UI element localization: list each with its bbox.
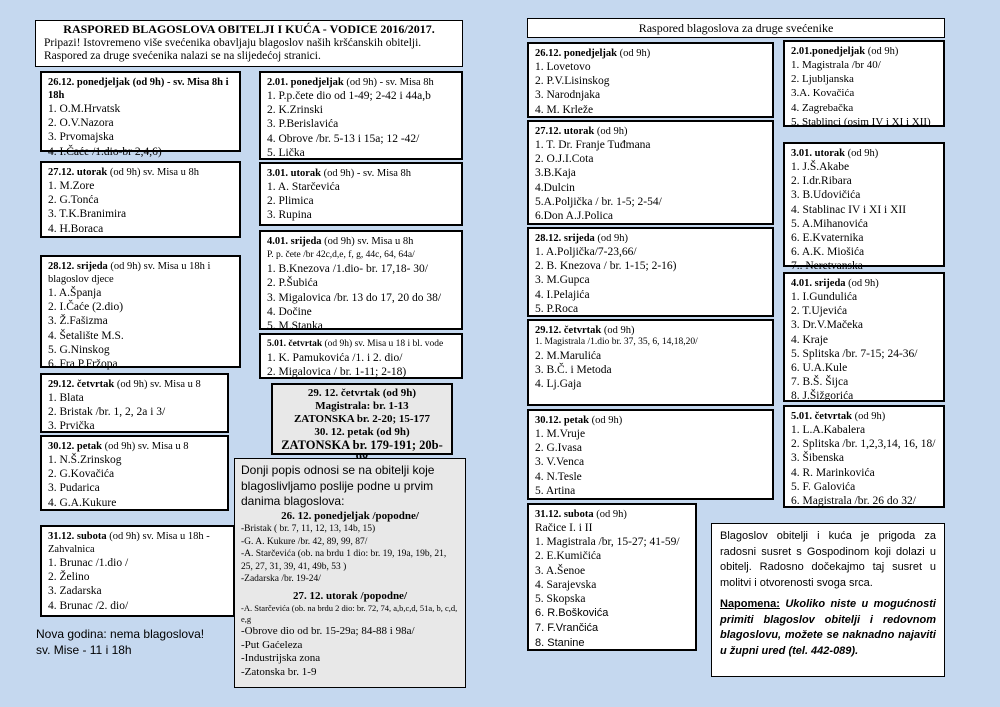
blessing-note-warning xyxy=(720,597,936,659)
street-item: 2. O.V.Nazora xyxy=(48,117,114,130)
day-heading-detail: (od 9h) xyxy=(601,325,635,336)
day-heading: 4.01. srijeda xyxy=(267,236,322,247)
day-box-27-12 xyxy=(40,161,241,238)
street-item: 1. B.Knezova /1.dio- br. 17,18- 30/ xyxy=(267,263,428,276)
street-item: 1. Brunac /1.dio / xyxy=(48,557,129,569)
street-item: 4. Stablinac IV i XI i XII xyxy=(791,203,907,216)
day-heading-detail: (od 9h) - sv. Misa 8h xyxy=(343,77,434,88)
street-item: 1. T. Dr. Franje Tuđmana xyxy=(535,139,651,151)
street-subheading: Račice I. i II xyxy=(535,522,593,534)
day-box-26-12 xyxy=(40,71,241,158)
day-box-2-01-b xyxy=(783,40,945,127)
street-subheading: P. p. čete /br 42c,d,e, f, g, 44c, 64, 64a/ xyxy=(267,250,415,260)
extra-line: 29. 12. četvrtak (od 9h) xyxy=(307,387,417,399)
street-item: -Industrijska zona xyxy=(241,652,321,665)
street-item: 2. G.Tonća xyxy=(48,194,99,207)
afternoon-intro: Donji popis odnosi se na obitelji koje blagoslivljamo poslije podne u prvim danima blagoslova: xyxy=(241,463,435,508)
street-item: 3. B.Č. i Metoda xyxy=(535,363,612,376)
street-item: 5. A.Mihanovića xyxy=(791,217,868,230)
day-heading: 3.01. utorak xyxy=(267,168,321,179)
street-item: 1. I.Gundulića xyxy=(791,291,858,303)
street-item: 2. T.Ujevića xyxy=(791,305,848,318)
street-item: 5. M.Stanka xyxy=(267,320,323,333)
blessing-note-text: Blagoslov obitelji i kuća je prigoda za radosni susret s Gospodinom koji dolazi u obitelj. Radosno dočekajmo taj susret u molitvi i otvorenosti svoga srca. xyxy=(720,530,936,589)
afternoon-heading-1: 26. 12. ponedjeljak /popodne/ xyxy=(281,509,419,522)
street-item: 5.A.Poljička / br. 1-5; 2-54/ xyxy=(535,195,662,208)
day-heading: 26.12. ponedjeljak (od 9h) - sv. Misa 8h i 18h xyxy=(48,77,229,101)
street-item: 8. J.Šižgorića xyxy=(791,390,854,403)
day-box-31-12-b xyxy=(527,503,697,651)
day-heading-detail: (od 9h) xyxy=(851,411,886,422)
street-item: 1. M.Zore xyxy=(48,180,95,192)
blessing-note-box xyxy=(711,523,945,677)
day-heading: 29.12. četvrtak xyxy=(535,325,602,336)
schedule-header xyxy=(35,20,463,67)
street-item: 5. Lička xyxy=(267,146,305,159)
right-page-title: Raspored blagoslova za druge svećenike xyxy=(527,18,945,38)
street-item: 2. O.J.I.Cota xyxy=(535,153,594,166)
street-item: 3. M.Gupca xyxy=(535,274,590,287)
extra-line: ZATONSKA br. 179-191; 20b- xyxy=(281,438,443,452)
street-item: 1. M.Vruje xyxy=(535,428,586,440)
street-item: 2. P.Šubića xyxy=(267,277,318,290)
day-heading: 31.12. subota xyxy=(48,531,107,542)
day-box-29-12 xyxy=(40,373,229,433)
street-item: 1. Lovetovo xyxy=(535,61,591,73)
afternoon-subheading: -A. Starčevića (ob. na brdu 2 dio: br. 72, 74, a,b,c,d, 51a, b, c,d, e,g xyxy=(241,603,458,625)
street-item: 6.Don A.J.Polica xyxy=(535,210,613,223)
day-heading-detail: (od 9h) xyxy=(845,278,879,289)
street-item: 4.Dulcin xyxy=(535,181,575,194)
day-box-28-12-b xyxy=(527,227,774,317)
street-item: 2. G.Ivasa xyxy=(535,442,582,455)
street-item: -Zadarska /br. 19-24/ xyxy=(241,574,321,585)
street-item: 4. Sarajevska xyxy=(535,578,597,591)
day-box-4-01 xyxy=(259,230,463,333)
day-heading: 28.12. srijeda xyxy=(48,261,108,272)
day-heading-detail: (od 9h) sv. Misa u 18h i blagoslov djece xyxy=(48,261,211,285)
afternoon-heading-2: 27. 12. utorak /popodne/ xyxy=(293,589,407,602)
street-item: 4. Zagrebačka xyxy=(791,101,854,114)
street-item: 2. Migalovica / br. 1-11; 2-18) xyxy=(267,366,407,379)
street-item: 2. G.Kovačića xyxy=(48,468,115,481)
street-item: 6. A.K. Miošića xyxy=(791,246,865,259)
street-item: 3. V.Venca xyxy=(535,456,585,469)
street-item: 1. Blata xyxy=(48,392,84,404)
street-item: 4. Lj.Gaja xyxy=(535,377,582,390)
street-item: 6. E.Kvaternika xyxy=(791,232,864,245)
street-item: 1. A.Španja xyxy=(48,287,102,299)
day-box-2-01 xyxy=(259,71,463,160)
day-heading: 26.12. ponedjeljak xyxy=(535,48,617,59)
day-heading: 28.12. srijeda xyxy=(535,233,595,244)
street-item: -Put Gaćeleza xyxy=(241,638,303,651)
new-year-line-1: Nova godina: nema blagoslova! xyxy=(36,627,205,641)
street-item: 3.B.Kaja xyxy=(535,167,576,180)
day-heading-detail: (od 9h) sv. Misa u 18h - Zahvalnica xyxy=(48,531,210,555)
day-box-3-01-b xyxy=(783,142,945,273)
street-item: 7. F.Vrančića xyxy=(535,622,599,635)
street-item: 2. B. Knezova / br. 1-15; 2-16) xyxy=(535,260,677,273)
street-item: 3. Rupina xyxy=(267,209,312,222)
street-item: 3. Šibenska xyxy=(791,452,845,465)
day-heading-detail: (od 9h) xyxy=(844,148,879,159)
street-item: 5. P.Roca xyxy=(535,302,579,315)
day-heading: 2.01. ponedjeljak xyxy=(267,77,344,88)
street-item: -Obrove dio od br. 15-29a; 84-88 i 98a/ xyxy=(241,625,415,638)
day-heading-detail: (od 9h) xyxy=(594,126,628,137)
day-heading-detail: (od 9h) - sv. Misa 8h xyxy=(320,168,411,179)
note-warning-text: Ukoliko niste u mogućnosti primiti blagoslov obitelji i redovnom blagoslovu, možete se naknadno najaviti u župni ured (tel. 442-089). xyxy=(720,598,936,657)
street-item: 4. M. Krleže xyxy=(535,103,594,116)
street-item: 2. Želino xyxy=(48,571,90,584)
street-item: 6. Fra P.Fržopa xyxy=(48,358,118,371)
street-item: 4. Kraje xyxy=(791,333,829,346)
day-box-4-01-b xyxy=(783,272,945,402)
street-item: 3. B.Udovičića xyxy=(791,189,861,202)
street-item: 1. P.p.čete dio od 1-49; 2-42 i 44a,b xyxy=(267,90,431,102)
street-item: 2. I.dr.Ribara xyxy=(791,175,852,188)
day-box-28-12 xyxy=(40,255,241,371)
header-line-2: Raspored za druge svećenika nalazi se na slijedećoj stranici. xyxy=(44,50,321,62)
street-item: 4. Brunac /2. dio/ xyxy=(48,599,129,612)
street-item: 2. Bristak /br. 1, 2, 2a i 3/ xyxy=(48,406,166,419)
day-box-5-01 xyxy=(259,333,463,379)
extra-line: ZATONSKA br. 2-20; 15-177 xyxy=(293,413,431,425)
street-item: 7. B.Š. Šijca xyxy=(791,376,849,389)
street-item: 4. I.Čaće /1.dio-br 2,4,6) xyxy=(48,145,162,158)
street-item: 5. Skopska xyxy=(535,593,586,606)
street-item: 2. Splitska /br. 1,2,3,14, 16, 18/ xyxy=(791,438,936,451)
day-heading-detail: (od 9h) xyxy=(594,233,629,244)
street-item: 1. J.Š.Akabe xyxy=(791,161,850,173)
street-item: 4. N.Tesle xyxy=(535,470,582,483)
day-heading: 27.12. utorak xyxy=(535,126,595,137)
street-item: 3. P.Berislavića xyxy=(267,118,339,131)
street-item: 4. I.Pelajića xyxy=(535,288,590,301)
day-heading-detail: (od 9h) sv. Misa u 8 xyxy=(114,379,201,390)
street-item: 6. U.A.Kule xyxy=(791,362,848,375)
street-item: 3. Pudarica xyxy=(48,482,100,495)
street-item: 4. H.Boraca xyxy=(48,222,104,235)
extra-line: 30. 12. petak (od 9h) xyxy=(314,426,410,438)
street-item: 6. R.Boškovića xyxy=(535,607,609,620)
day-box-3-01 xyxy=(259,162,463,226)
day-heading-detail: (od 9h) sv. Misa u 8 xyxy=(101,441,189,452)
street-item: 3. Narodnjaka xyxy=(535,89,601,102)
street-item: 6. Magistrala /br. 26 do 32/ xyxy=(791,495,916,508)
street-item: 5. G.Ninskog xyxy=(48,343,110,356)
street-item: 1. O.M.Hrvatsk xyxy=(48,103,121,115)
street-item: 1. L.A.Kabalera xyxy=(791,424,866,436)
street-item: -Zatonska br. 1-9 xyxy=(241,665,317,678)
street-item: 3. Migalovica /br. 13 do 17, 20 do 38/ xyxy=(267,291,442,304)
street-item: 3. Prvička xyxy=(48,420,95,433)
street-item: 1. Magistrala /br 40/ xyxy=(791,59,881,71)
street-item: -A. Starčevića (ob. na brdu 1 dio: br. 19, 19a, 19b, 21, 25, 27, 31, 39, 41, 49b, 53 ) xyxy=(241,549,447,572)
day-box-30-12 xyxy=(40,435,229,511)
street-item: 5. Splitska /br. 7-15; 24-36/ xyxy=(791,347,918,360)
street-item: 4. R. Marinkovića xyxy=(791,466,875,479)
day-heading: 4.01. srijeda xyxy=(791,278,846,289)
day-heading: 27.12. utorak xyxy=(48,167,108,178)
day-heading: 30.12. petak xyxy=(535,415,589,426)
street-item: 2. K.Zrinski xyxy=(267,104,323,117)
day-heading: 31.12. subota xyxy=(535,509,594,520)
day-heading: 2.01.ponedjeljak xyxy=(791,46,866,57)
street-item: 3. A.Šenoe xyxy=(535,564,586,577)
street-item: 3. Zadarska xyxy=(48,585,102,598)
street-subheading: 1. Magistrala /1.dio br. 37, 35, 6, 14,18,20/ xyxy=(535,337,698,347)
day-box-26-12-b xyxy=(527,42,774,118)
street-item: 3. T.K.Branimira xyxy=(48,208,127,221)
extra-line: Magistrala: br. 1-13 xyxy=(315,400,409,412)
street-item: 4. Obrove /br. 5-13 i 15a; 12 -42/ xyxy=(267,132,420,145)
street-item: 3. Dr.V.Mačeka xyxy=(791,319,863,332)
day-heading: 5.01. četvrtak xyxy=(267,339,323,349)
street-item: 4. Šetalište M.S. xyxy=(48,329,124,342)
day-box-5-01-b xyxy=(783,405,945,508)
street-item: 8. Stanine xyxy=(535,637,585,650)
street-item: 2. P.V.Lisinskog xyxy=(535,75,610,88)
street-item: 2. Ljubljanska xyxy=(791,73,854,86)
street-item: 2. I.Čaće (2.dio) xyxy=(48,301,124,314)
street-item: 5. Stablinci (osim IV i XI i XII) xyxy=(791,115,931,128)
day-heading-detail: (od 9h) xyxy=(588,415,623,426)
street-item: 1. A. Starčevića xyxy=(267,181,340,193)
day-heading: 29.12. četvrtak xyxy=(48,379,115,390)
street-item: 4. Dočine xyxy=(267,305,312,318)
new-year-line-2: sv. Mise - 11 i 18h xyxy=(36,643,132,657)
day-heading-detail: (od 9h) xyxy=(616,48,651,59)
header-line-1: Pripazi! Istovremeno više svećenika obavljaju blagoslov naših kršćanskih obitelji. xyxy=(44,36,422,49)
street-item: 3. Prvomajska xyxy=(48,131,114,144)
street-item: 2. E.Kumičića xyxy=(535,550,602,563)
day-heading: 30.12. petak xyxy=(48,441,102,452)
street-item: 5. F. Galovića xyxy=(791,480,856,493)
street-item: 7.. Neretvanska xyxy=(791,260,863,273)
street-item: 5. Artina xyxy=(535,484,576,497)
day-box-31-12 xyxy=(40,525,235,617)
day-heading: 3.01. utorak xyxy=(791,148,845,159)
day-heading-detail: (od 9h) xyxy=(593,509,627,520)
day-heading: 5.01. četvrtak xyxy=(791,411,852,422)
note-label: Napomena: xyxy=(720,598,780,610)
street-item: 2. Plimica xyxy=(267,195,314,208)
street-item: -Bristak ( br. 7, 11, 12, 13, 14b, 15) xyxy=(241,523,376,534)
day-heading-detail: (od 9h) sv. Misa u 18 i bl. vode xyxy=(322,339,444,349)
street-item: 1. Magistrala /br, 15-27; 41-59/ xyxy=(535,536,680,549)
day-box-30-12-b xyxy=(527,409,774,500)
day-box-27-12-b xyxy=(527,120,774,225)
day-heading-detail: (od 9h) sv. Misa u 8h xyxy=(107,167,199,178)
street-item: 2. M.Marulića xyxy=(535,349,602,362)
street-item: 1. A.Poljička/7-23,66/ xyxy=(535,246,637,258)
street-item: 1. N.Š.Zrinskog xyxy=(48,454,122,466)
day-heading-detail: (od 9h) sv. Misa u 8h xyxy=(321,236,414,247)
afternoon-schedule-box xyxy=(234,458,466,688)
street-item: -G. A. Kukure /br. 42, 89, 99, 87/ xyxy=(241,536,368,547)
day-box-29-12-b xyxy=(527,319,774,406)
street-item: 3. Ž.Fašizma xyxy=(48,315,108,328)
page-title: RASPORED BLAGOSLOVA OBITELJI I KUĆA - VODICE 2016/2017. xyxy=(63,22,435,36)
extra-schedule-box xyxy=(271,383,453,455)
street-item: 4. G.A.Kukure xyxy=(48,496,117,509)
street-item: 3.A. Kovačića xyxy=(791,87,855,100)
new-year-note xyxy=(36,626,204,658)
street-item: 1. K. Pamukovića /1. i 2. dio/ xyxy=(267,352,403,364)
day-heading-detail: (od 9h) xyxy=(865,46,899,57)
